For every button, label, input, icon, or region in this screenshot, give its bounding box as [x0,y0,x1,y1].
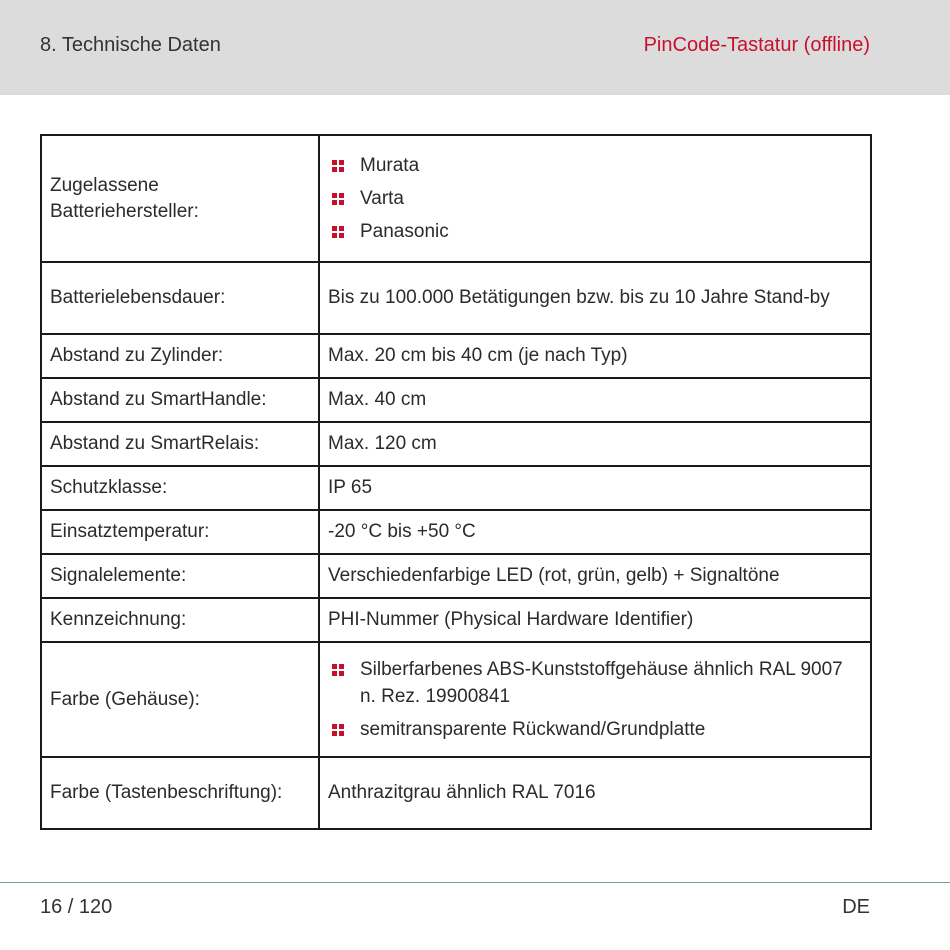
row-label: Kennzeichnung: [41,598,319,642]
row-label: Abstand zu SmartRelais: [41,422,319,466]
technical-data-table [40,134,872,830]
list-item: Panasonic [328,218,862,245]
table-row [41,642,871,757]
table-row [41,334,871,378]
row-label: Abstand zu SmartHandle: [41,378,319,422]
table-row [41,510,871,554]
row-label: Farbe (Tastenbeschriftung): [41,757,319,829]
row-value: IP 65 [319,466,871,510]
table-row [41,135,871,262]
row-label: Farbe (Gehäuse): [41,642,319,757]
product-title: PinCode-Tastatur (offline) [643,34,870,56]
list-item: Silberfarbenes ABS-Kunststoffgehäuse ähnlich RAL 9007 n. Rez. 19900841 [328,656,862,710]
row-value: Anthrazitgrau ähnlich RAL 7016 [319,757,871,829]
table-row [41,554,871,598]
list-item: semitransparente Rückwand/Grundplatte [328,716,862,743]
row-value: -20 °C bis +50 °C [319,510,871,554]
row-value: Max. 40 cm [319,378,871,422]
language-code: DE [842,896,870,918]
page-header [0,0,950,95]
row-value [319,135,871,262]
bullet-icon [332,160,344,172]
bullet-icon [332,226,344,238]
row-label: Abstand zu Zylinder: [41,334,319,378]
row-value: PHI-Nummer (Physical Hardware Identifier) [319,598,871,642]
row-label: Batterielebensdauer: [41,262,319,334]
row-value: Bis zu 100.000 Betätigungen bzw. bis zu 10 Jahre Stand-by [319,262,871,334]
table-row [41,422,871,466]
row-value: Max. 20 cm bis 40 cm (je nach Typ) [319,334,871,378]
section-title: 8. Technische Daten [40,34,221,56]
bullet-icon [332,193,344,205]
bullet-icon [332,664,344,676]
table-row [41,466,871,510]
row-label: Einsatztemperatur: [41,510,319,554]
row-label: Schutzklasse: [41,466,319,510]
bullet-list [328,152,862,245]
list-item: Varta [328,185,862,212]
row-value [319,642,871,757]
row-value: Verschiedenfarbige LED (rot, grün, gelb) + Signaltöne [319,554,871,598]
row-value: Max. 120 cm [319,422,871,466]
footer-divider [0,882,950,883]
bullet-icon [332,724,344,736]
bullet-list [328,656,862,743]
list-item: Murata [328,152,862,179]
row-label: Zugelassene Batteriehersteller: [41,135,319,262]
table-row [41,262,871,334]
row-label: Signalelemente: [41,554,319,598]
table-row [41,378,871,422]
table-row [41,757,871,829]
table-row [41,598,871,642]
page-number: 16 / 120 [40,896,113,918]
